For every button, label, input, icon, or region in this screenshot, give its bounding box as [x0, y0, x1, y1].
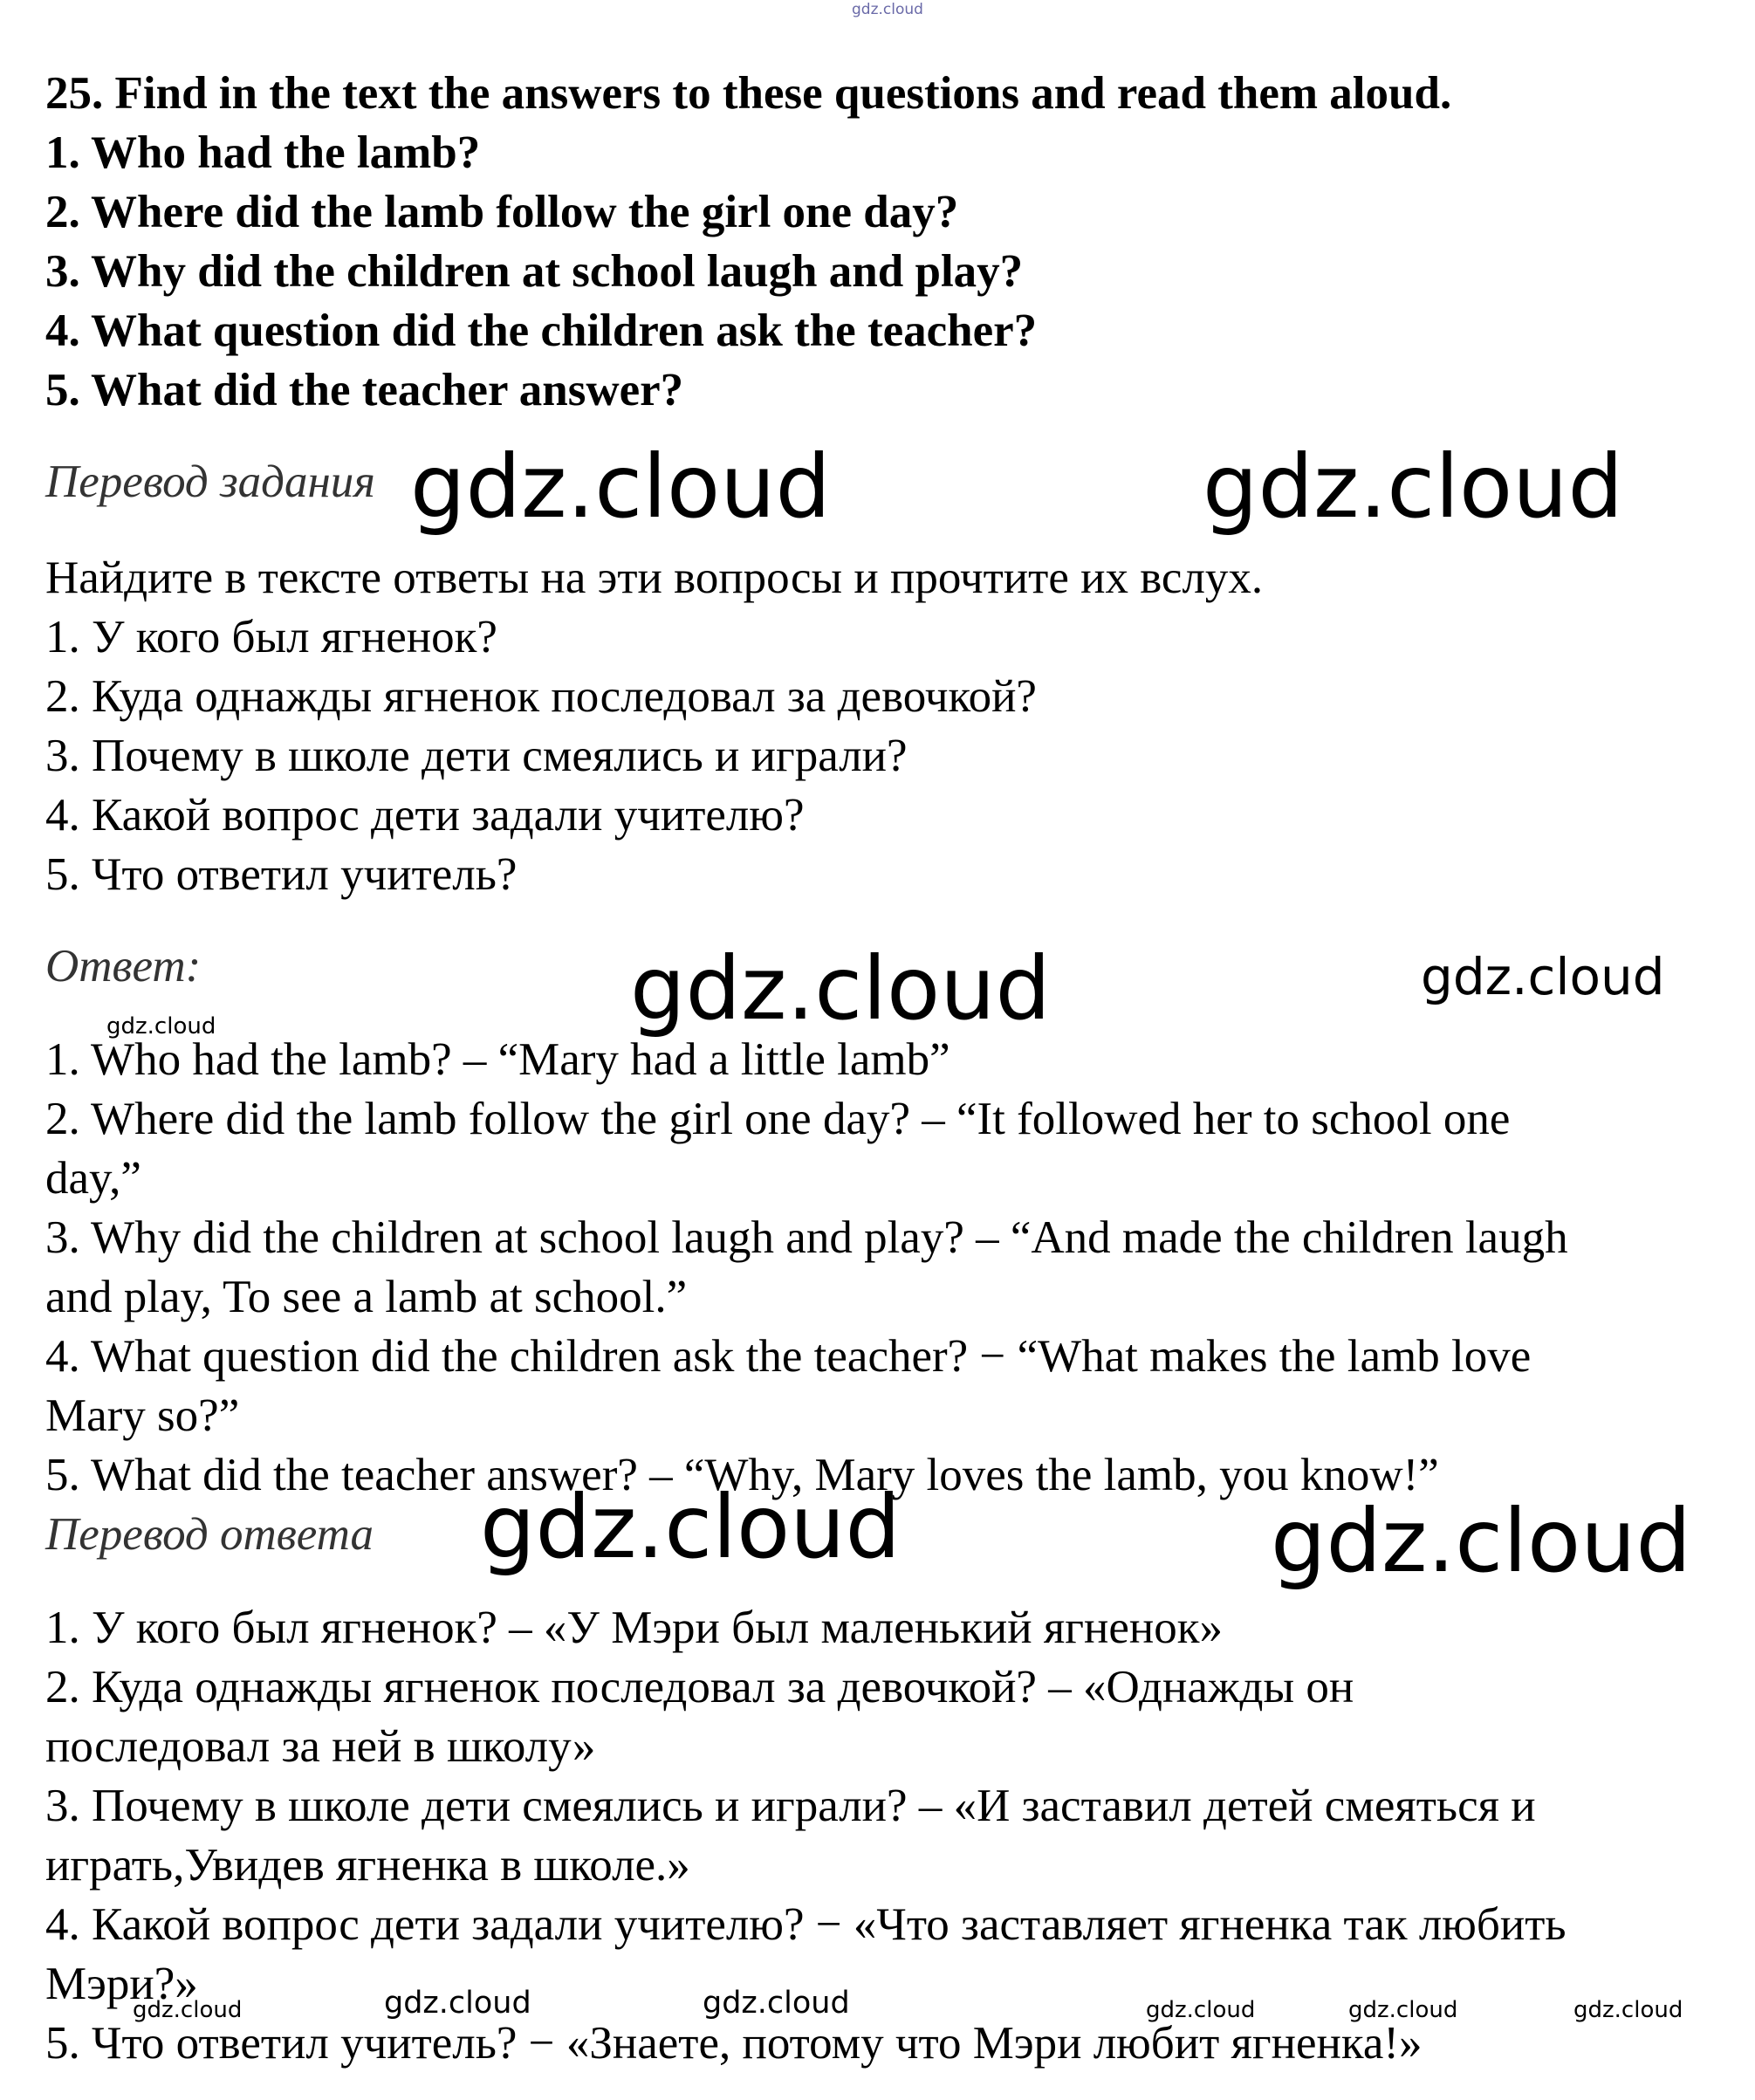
watermark: gdz.cloud: [1271, 1490, 1692, 1592]
translation-question-3: 3. Почему в школе дети смеялись и играли?: [45, 731, 908, 781]
watermark: gdz.cloud: [410, 436, 832, 538]
translation-question-1: 1. У кого был ягненок?: [45, 612, 497, 662]
translation-question-5: 5. Что ответил учитель?: [45, 849, 518, 900]
watermark: gdz.cloud: [133, 1997, 243, 2023]
translation-question-4: 4. Какой вопрос дети задали учителю?: [45, 790, 805, 841]
answer-line-4: 3. Why did the children at school laugh and play? – “And made the children laugh: [45, 1212, 1568, 1263]
answer-line-2: 2. Where did the lamb follow the girl one day? – “It followed her to school one: [45, 1094, 1511, 1144]
translation-heading: Перевод задания: [45, 456, 375, 507]
translation-intro: Найдите в тексте ответы на эти вопросы и прочтите их вслух.: [45, 552, 1264, 603]
answer-translation-line-3: последовал за ней в школу»: [45, 1721, 596, 1772]
watermark: gdz.cloud: [1203, 436, 1624, 538]
task-question-3: 3. Why did the children at school laugh and play?: [45, 246, 1024, 297]
answer-line-3: day,”: [45, 1153, 141, 1204]
answer-translation-line-5: играть,Увидев ягненка в школе.»: [45, 1840, 690, 1891]
task-question-2: 2. Where did the lamb follow the girl one day?: [45, 187, 959, 237]
task-title: 25. Find in the text the answers to these questions and read them aloud.: [45, 68, 1452, 119]
answer-line-5: and play, To see a lamb at school.”: [45, 1272, 688, 1322]
answer-translation-line-1: 1. У кого был ягненок? – «У Мэри был маленький ягненок»: [45, 1602, 1223, 1653]
answer-heading: Ответ:: [45, 941, 202, 992]
answer-translation-line-8: 5. Что ответил учитель? − «Знаете, потому что Мэри любит ягненка!»: [45, 2018, 1423, 2069]
task-question-5: 5. What did the teacher answer?: [45, 365, 684, 415]
answer-line-6: 4. What question did the children ask the teacher? − “What makes the lamb love: [45, 1331, 1532, 1382]
task-question-1: 1. Who had the lamb?: [45, 127, 481, 178]
watermark: gdz.cloud: [703, 1986, 850, 2021]
answer-line-7: Mary so?”: [45, 1390, 240, 1441]
answer-translation-line-4: 3. Почему в школе дети смеялись и играли? – «И заставил детей смеяться и: [45, 1781, 1536, 1831]
watermark: gdz.cloud: [1573, 1997, 1683, 2023]
answer-translation-line-7: Мэри?»: [45, 1959, 198, 2009]
watermark: gdz.cloud: [384, 1986, 531, 2021]
task-question-4: 4. What question did the children ask the teacher?: [45, 305, 1038, 356]
watermark-top: gdz.cloud: [852, 1, 923, 18]
watermark: gdz.cloud: [1348, 1997, 1458, 2023]
answer-line-1: 1. Who had the lamb? – “Mary had a little lamb”: [45, 1034, 950, 1085]
answer-translation-line-6: 4. Какой вопрос дети задали учителю? − «Что заставляет ягненка так любить: [45, 1899, 1566, 1950]
answer-translation-heading: Перевод ответа: [45, 1509, 374, 1560]
watermark: gdz.cloud: [630, 937, 1052, 1040]
translation-question-2: 2. Куда однажды ягненок последовал за девочкой?: [45, 671, 1037, 722]
answer-translation-line-2: 2. Куда однажды ягненок последовал за девочкой? – «Однажды он: [45, 1662, 1354, 1712]
answer-line-8: 5. What did the teacher answer? – “Why, Mary loves the lamb, you know!”: [45, 1450, 1439, 1500]
watermark: gdz.cloud: [106, 1013, 216, 1040]
watermark: gdz.cloud: [480, 1476, 901, 1578]
watermark: gdz.cloud: [1146, 1997, 1256, 2023]
watermark: gdz.cloud: [1421, 947, 1665, 1006]
